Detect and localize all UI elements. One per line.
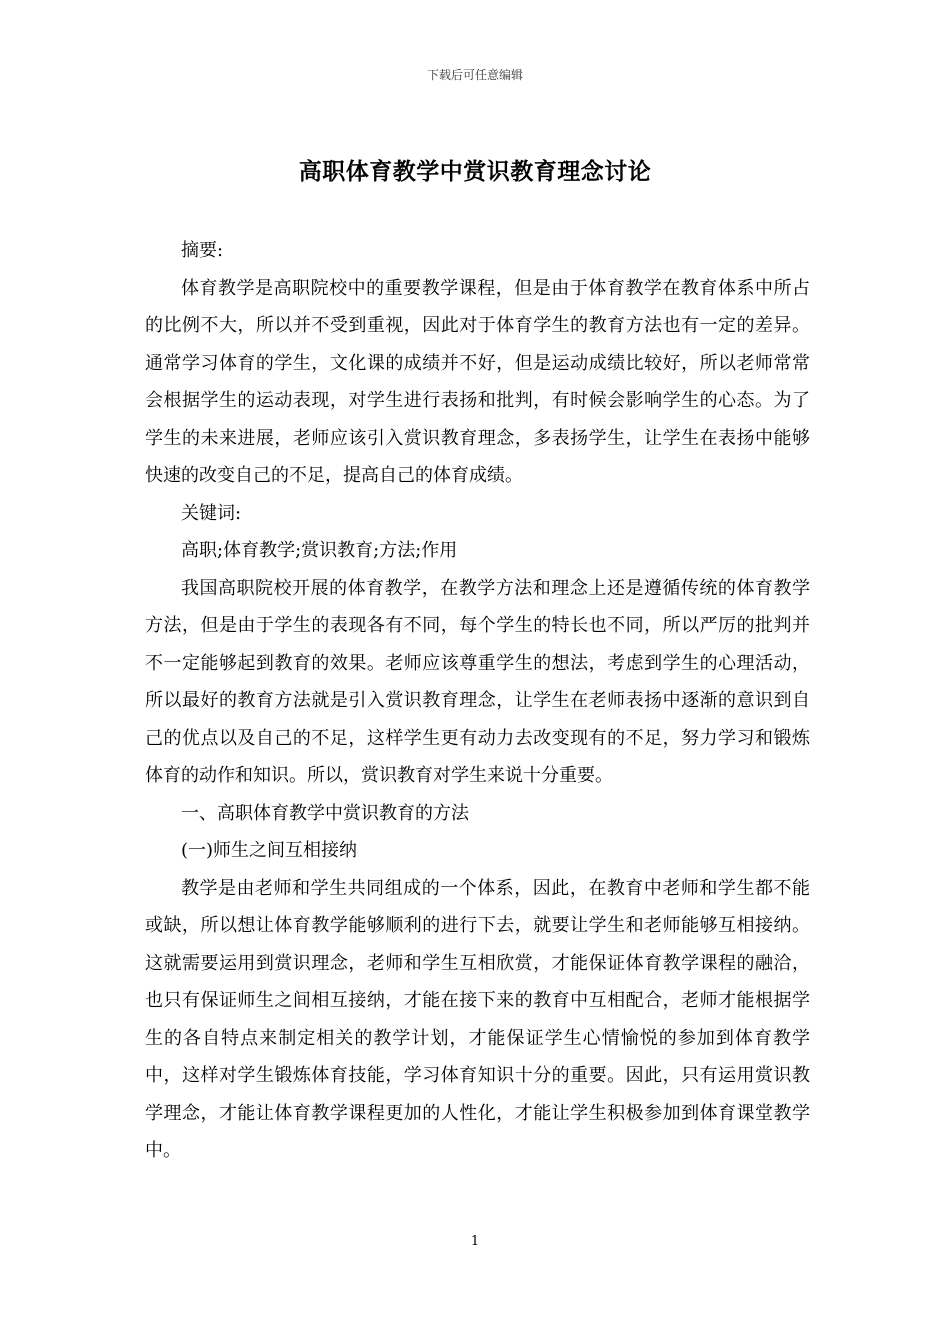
- page-number: 1: [470, 1234, 480, 1249]
- body-paragraph: 教学是由老师和学生共同组成的一个体系，因此，在教育中老师和学生都不能或缺，所以想让体育教学能够顺利的进行下去，就要让学生和老师能够互相接纳。这就需要运用到赏识理念，老师和学生互相欣赏，才能保证体育教学课程的融洽，也只有保证师生之间相互接纳，才能在接下来的教育中互相配合，老师才能根据学生的各自特点来制定相关的教学计划，才能保证学生心情愉悦的参加到体育教学中，这样对学生锻炼体育技能，学习体育知识十分的重要。因此，只有运用赏识教学理念，才能让体育教学课程更加的人性化，才能让学生积极参加到体育课堂教学中。: [145, 877, 810, 1161]
- intro-paragraph: 我国高职院校开展的体育教学，在教学方法和理念上还是遵循传统的体育教学方法，但是由于学生的表现各有不同，每个学生的特长也不同，所以严厉的批判并不一定能够起到教育的效果。老师应该尊重学生的想法，考虑到学生的心理活动，所以最好的教育方法就是引入赏识教育理念，让学生在老师表扬中逐渐的意识到自己的优点以及自己的不足，这样学生更有动力去改变现有的不足，努力学习和锻炼体育的动作和知识。所以，赏识教育对学生来说十分重要。: [145, 577, 810, 786]
- subsection-heading: (一)师生之间互相接纳: [181, 840, 358, 861]
- abstract-paragraph: 体育教学是高职院校中的重要教学课程，但是由于体育教学在教育体系中所占的比例不大，所以并不受到重视，因此对于体育学生的教育方法也有一定的差异。通常学习体育的学生，文化课的成绩并不好，但是运动成绩比较好，所以老师常常会根据学生的运动表现，对学生进行表扬和批判，有时候会影响学生的心态。为了学生的未来进展，老师应该引入赏识教育理念，多表扬学生，让学生在表扬中能够快速的改变自己的不足，提高自己的体育成绩。: [145, 277, 810, 486]
- keywords-heading: 关键词:: [181, 502, 242, 524]
- section-heading: 一、高职体育教学中赏识教育的方法: [181, 802, 469, 824]
- document-title: 高职体育教学中赏识教育理念讨论: [298, 158, 652, 185]
- keywords-list: 高职;体育教学;赏识教育;方法;作用: [181, 540, 458, 561]
- document-body: [145, 232, 810, 1170]
- header-note: 下载后可任意编辑: [426, 68, 523, 82]
- abstract-heading: 摘要:: [181, 240, 224, 261]
